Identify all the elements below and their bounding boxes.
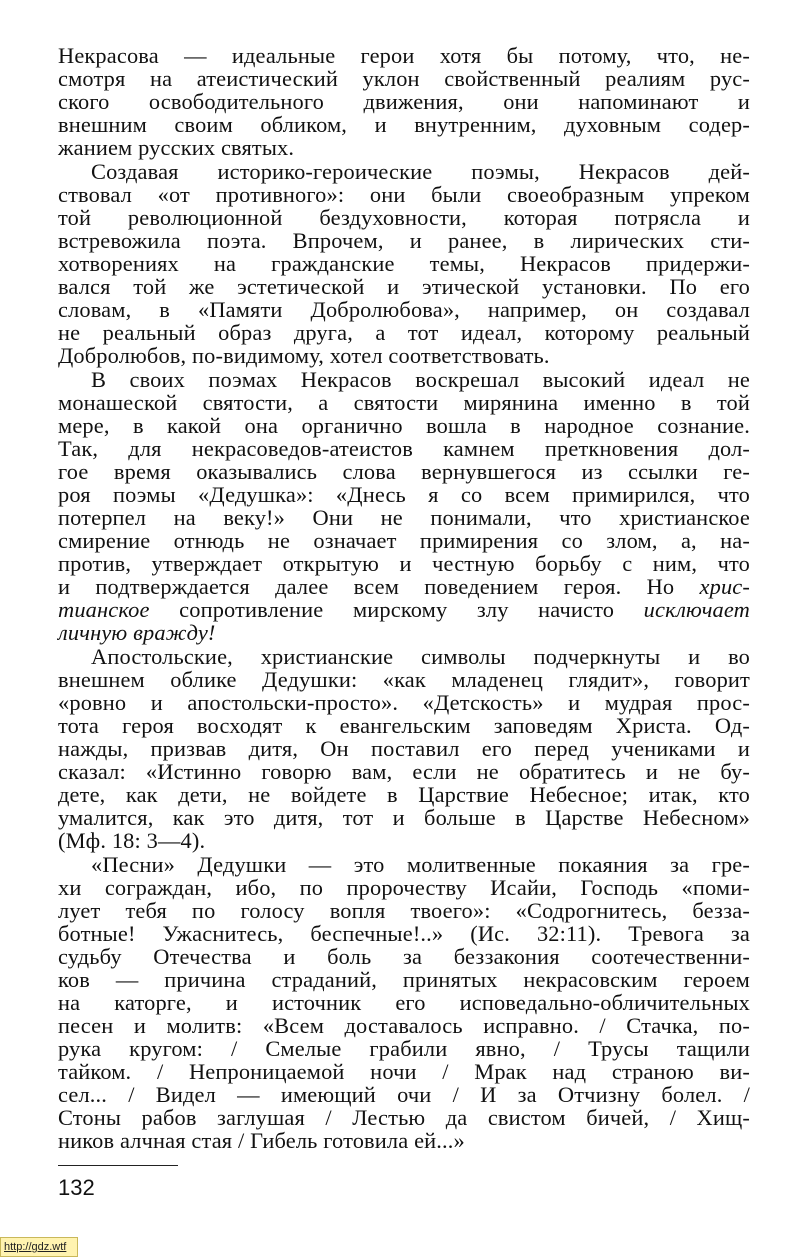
text-line: Апостольские, христианские символы подчеркнуты и во: [91, 644, 750, 669]
text-line: (Мф. 18: 3—4).: [58, 828, 206, 853]
text-line: ков — причина страданий, принятых некрасовским героем: [58, 967, 750, 992]
text-line: ствовал «от противного»: они были своеобразным упреком: [58, 182, 750, 207]
text-line: умалится, как это дитя, тот и больше в Царстве Небесном»: [58, 805, 750, 830]
text-line: Некрасова — идеальные герои хотя бы потому, что, не-: [58, 43, 750, 68]
text-line: вался той же эстетической и этической установки. По его: [58, 274, 750, 299]
text-line: ского освободительного движения, они напоминают и: [58, 89, 750, 114]
text-line: не реальный образ друга, а тот идеал, которому реальный: [58, 320, 750, 345]
text-line: лует тебя по голосу вопля твоего»: «Содрогнитесь, безза-: [58, 898, 750, 923]
text-line: тота героя восходят к евангельским заповедям Христа. Од-: [58, 713, 750, 738]
text-line: Стоны рабов заглушая / Лестью да свистом бичей, / Хищ-: [58, 1105, 750, 1130]
text-line: жанием русских святых.: [58, 135, 295, 160]
text-line: Создавая историко-героические поэмы, Некрасов дей-: [91, 159, 750, 184]
text-line: внешнем облике Дедушки: «как младенец глядит», говорит: [58, 667, 750, 692]
text-line: потерпел на веку!» Они не понимали, что христианское: [58, 505, 750, 530]
source-watermark-link[interactable]: http://gdz.wtf: [0, 1237, 78, 1257]
text-line: монашеской святости, а святости мирянина именно в той: [58, 390, 750, 415]
text-line: сел... / Видел — имеющий очи / И за Отчизну болел. /: [58, 1082, 750, 1107]
text-line: «ровно и апостольски-просто». «Детскость» и мудрая прос-: [58, 690, 750, 715]
text-line: ников алчная стая / Гибель готовила ей...»: [58, 1128, 465, 1153]
text-line: роя поэмы «Дедушка»: «Днесь я со всем примирился, что: [58, 482, 750, 507]
text-line: хи сограждан, ибо, по пророчеству Исайи, Господь «поми-: [58, 875, 750, 900]
text-line: смотря на атеистический уклон свойственный реалиям рус-: [58, 66, 750, 91]
text-line: той революционной бездуховности, которая потрясла и: [58, 205, 750, 230]
text-line: мере, в какой она органично вошла в народное сознание.: [58, 413, 750, 438]
text-line: Так, для некрасоведов-атеистов камнем преткновения дол-: [58, 436, 750, 461]
text-line: дете, как дети, не войдете в Царствие Небесное; итак, кто: [58, 782, 750, 807]
text-line: смирение отнюдь не означает примирения со злом, а, на-: [58, 528, 750, 553]
text-line: хотворениях на гражданские темы, Некрасов придержи-: [58, 251, 750, 276]
text-line: тианское сопротивление мирскому злу начисто исключает: [58, 597, 750, 622]
text-line: судьбу Отечества и боль за беззакония соотечественни-: [58, 944, 750, 969]
text-line: тайком. / Непроницаемой ночи / Мрак над страною ви-: [58, 1059, 750, 1084]
text-line: на каторге, и источник его исповедально-обличительных: [58, 990, 750, 1015]
text-line: сказал: «Истинно говорю вам, если не обратитесь и не бу-: [58, 759, 750, 784]
text-line: В своих поэмах Некрасов воскрешал высокий идеал не: [91, 367, 750, 392]
text-line: рука кругом: / Смелые грабили явно, / Трусы тащили: [58, 1036, 750, 1061]
text-line: Добролюбов, по-видимому, хотел соответствовать.: [58, 343, 550, 368]
text-line: песен и молитв: «Всем доставалось исправно. / Стачка, по-: [58, 1013, 750, 1038]
text-line: «Песни» Дедушки — это молитвенные покаяния за гре-: [91, 852, 750, 877]
text-line: встревожила поэта. Впрочем, и ранее, в лирических сти-: [58, 228, 750, 253]
text-line: гое время оказывались слова вернувшегося из ссылки ге-: [58, 459, 750, 484]
footer-rule: [58, 1165, 178, 1166]
text-line: и подтверждается далее всем поведением героя. Но хрис-: [58, 574, 750, 599]
text-line: ботные! Ужаснитесь, беспечные!..» (Ис. 32:11). Тревога за: [58, 921, 750, 946]
page-number: 132: [58, 1175, 95, 1200]
text-line: против, утверждает открытую и честную борьбу с ним, что: [58, 551, 750, 576]
text-line: нажды, призвав дитя, Он поставил его перед учениками и: [58, 736, 750, 761]
text-line: личную вражду!: [58, 620, 216, 645]
text-line: словам, в «Памяти Добролюбова», например, он создавал: [58, 297, 750, 322]
text-line: внешним своим обликом, и внутренним, духовным содер-: [58, 112, 750, 137]
